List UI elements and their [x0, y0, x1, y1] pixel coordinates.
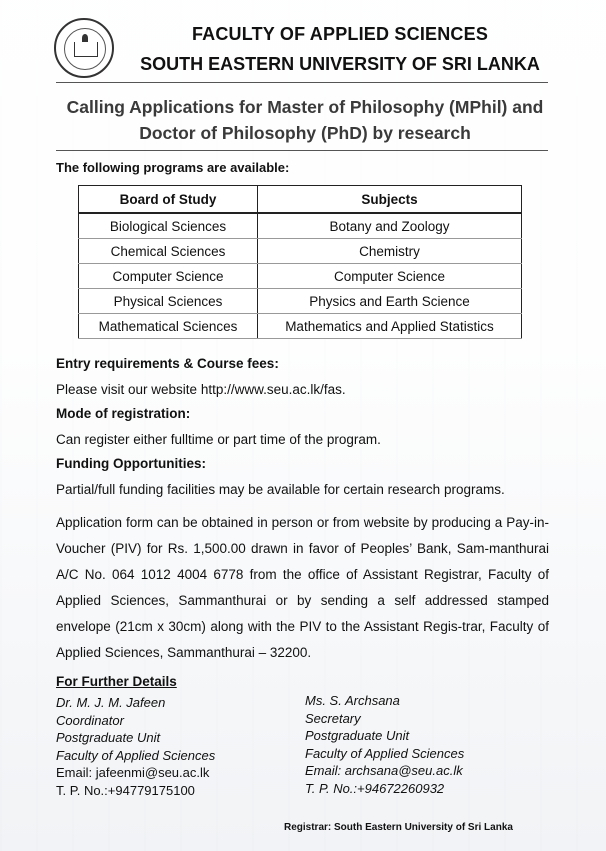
- registration-text: Can register either fulltime or part time of the program.: [56, 432, 381, 447]
- registrar-footer: Registrar: South Eastern University of Sri Lanka: [284, 822, 513, 833]
- application-paragraph: Application form can be obtained in person or from website by producing a Pay-in-Voucher (PIV) for Rs. 1,500.00 drawn in favor of Peoples’ Bank, Sam-manthurai A/C No. 064 1012 4004 6778 from the office of Assistant Registrar, Faculty of Applied Sciences, Sammanthurai or by sending a self addressed stamped envelope (21cm x 30cm) along with the PIV to the Assistant Regis-trar, Faculty of Applied Sciences, Sammanthurai – 32200.: [56, 515, 549, 660]
- table-row: [79, 264, 522, 289]
- contact-email: Email: archsana@seu.ac.lk: [305, 763, 463, 778]
- board-cell: Chemical Sciences: [79, 239, 258, 264]
- subjects-cell: Mathematics and Applied Statistics: [258, 314, 522, 339]
- board-cell: Mathematical Sciences: [79, 314, 258, 339]
- programs-table: [78, 185, 522, 339]
- table-row: [79, 213, 522, 239]
- contact-coordinator: [56, 694, 215, 799]
- contact-phone: T. P. No.:+94779175100: [56, 782, 195, 798]
- table-header-row: [79, 186, 522, 214]
- subjects-cell: Chemistry: [258, 239, 522, 264]
- call-heading: [60, 94, 550, 146]
- funding-title: Funding Opportunities:: [56, 456, 206, 471]
- contact-name: Ms. S. Archsana: [305, 693, 400, 708]
- contact-unit: Postgraduate Unit: [56, 730, 161, 745]
- subjects-cell: Computer Science: [258, 264, 522, 289]
- board-cell: Physical Sciences: [79, 289, 258, 314]
- university-seal-icon: [54, 18, 114, 78]
- column-header: Board of Study: [79, 186, 258, 214]
- contact-secretary: [305, 692, 464, 797]
- board-cell: Biological Sciences: [79, 213, 258, 239]
- entry-requirements-title: Entry requirements & Course fees:: [56, 356, 279, 371]
- call-line-2: Doctor of Philosophy (PhD) by research: [139, 123, 471, 143]
- subjects-cell: Botany and Zoology: [258, 213, 522, 239]
- entry-requirements-text: Please visit our website http://www.seu.ac.lk/fas.: [56, 382, 346, 397]
- registration-title: Mode of registration:: [56, 406, 191, 421]
- table-row: [79, 239, 522, 264]
- funding-text: Partial/full funding facilities may be available for certain research programs.: [56, 482, 505, 497]
- contact-unit: Postgraduate Unit: [305, 728, 410, 743]
- table-row: [79, 314, 522, 339]
- contact-phone: T. P. No.:+94672260932: [305, 780, 445, 796]
- programs-intro: The following programs are available:: [56, 160, 290, 175]
- column-header: Subjects: [258, 186, 522, 214]
- university-title: SOUTH EASTERN UNIVERSITY OF SRI LANKA: [140, 54, 540, 74]
- contact-email: Email: jafeenmi@seu.ac.lk: [56, 765, 210, 780]
- table-row: [79, 289, 522, 314]
- contact-faculty: Faculty of Applied Sciences: [305, 745, 465, 761]
- faculty-title: FACULTY OF APPLIED SCIENCES: [191, 24, 489, 44]
- call-line-1: Calling Applications for Master of Philosophy (MPhil) and: [66, 97, 544, 117]
- header-divider: [56, 82, 548, 83]
- subjects-cell: Physics and Earth Science: [258, 289, 522, 314]
- contact-faculty: Faculty of Applied Sciences: [56, 747, 216, 763]
- call-divider: [56, 150, 548, 151]
- further-details-title: For Further Details: [56, 674, 177, 689]
- contact-role: Secretary: [305, 710, 361, 726]
- contact-name: Dr. M. J. M. Jafeen: [56, 695, 166, 710]
- board-cell: Computer Science: [79, 264, 258, 289]
- contact-role: Coordinator: [56, 712, 124, 728]
